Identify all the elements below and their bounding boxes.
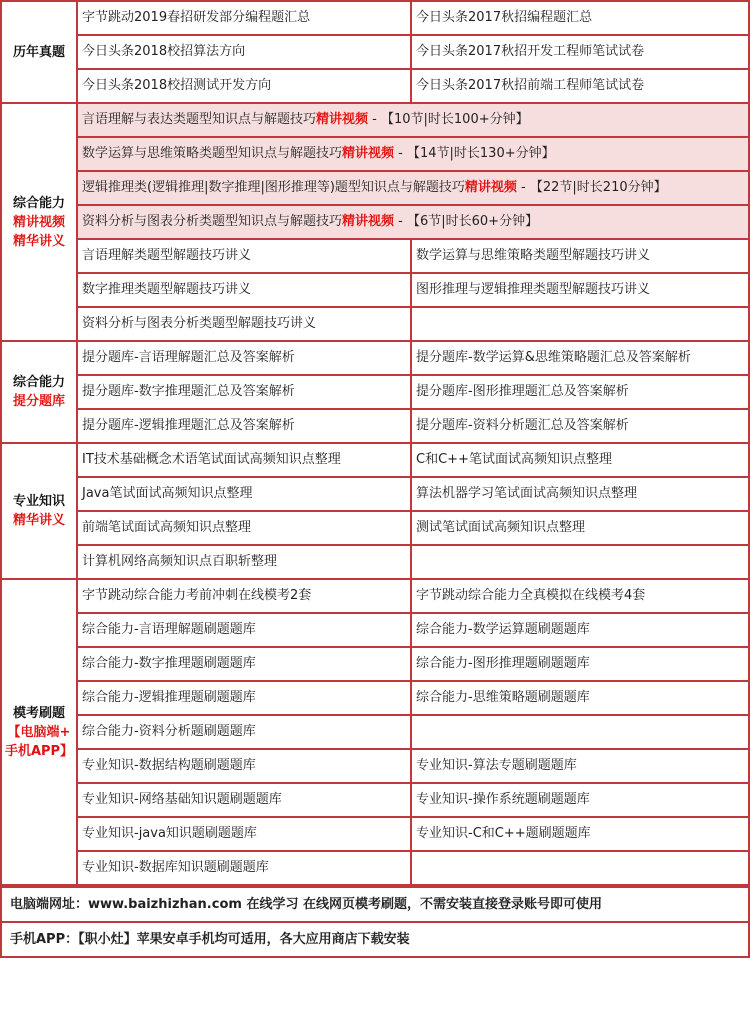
course-link[interactable]: 提分题库-数学运算&思维策略题汇总及答案解析 bbox=[411, 341, 749, 375]
course-link[interactable]: 综合能力-数字推理题刷题题库 bbox=[77, 647, 411, 681]
course-link[interactable]: 专业知识-网络基础知识题刷题题库 bbox=[77, 783, 411, 817]
course-link[interactable]: 综合能力-逻辑推理题刷题题库 bbox=[77, 681, 411, 715]
table-row bbox=[1, 545, 749, 579]
category-label: 专业知识 bbox=[12, 494, 65, 509]
course-link[interactable]: 综合能力-资料分析题刷题题库 bbox=[77, 715, 411, 749]
video-duration-info: - 【14节|时长130+分钟】 bbox=[394, 146, 555, 161]
table-row bbox=[1, 341, 749, 375]
course-link[interactable]: 今日头条2018校招算法方向 bbox=[77, 35, 411, 69]
category-label: 综合能力 bbox=[12, 375, 65, 390]
course-link[interactable]: 提分题库-图形推理题汇总及答案解析 bbox=[411, 375, 749, 409]
course-link[interactable]: 今日头条2017秋招前端工程师笔试试卷 bbox=[411, 69, 749, 103]
video-highlight-label: 精讲视频 bbox=[464, 180, 517, 195]
category-label: 历年真题 bbox=[12, 44, 65, 60]
course-link[interactable]: Java笔试面试高频知识点整理 bbox=[77, 477, 411, 511]
table-row bbox=[1, 1, 749, 35]
table-row bbox=[1, 511, 749, 545]
course-link[interactable]: 综合能力-思维策略题刷题题库 bbox=[411, 681, 749, 715]
course-link[interactable]: 提分题库-言语理解题汇总及答案解析 bbox=[77, 341, 411, 375]
course-link[interactable]: IT技术基础概念术语笔试面试高频知识点整理 bbox=[77, 443, 411, 477]
video-highlight-label: 精讲视频 bbox=[342, 146, 395, 161]
video-course-title: 逻辑推理类(逻辑推理|数字推理|图形推理等)题型知识点与解题技巧 bbox=[82, 180, 465, 195]
category-label: 模考刷题 bbox=[12, 705, 65, 721]
table-row bbox=[1, 375, 749, 409]
section-category bbox=[1, 341, 77, 443]
table-row bbox=[1, 783, 749, 817]
course-link[interactable]: C和C++笔试面试高频知识点整理 bbox=[411, 443, 749, 477]
video-course-link[interactable] bbox=[77, 205, 749, 239]
course-link[interactable]: 今日头条2018校招测试开发方向 bbox=[77, 69, 411, 103]
course-link[interactable]: 提分题库-逻辑推理题汇总及答案解析 bbox=[77, 409, 411, 443]
video-course-title: 数学运算与思维策略类题型知识点与解题技巧 bbox=[82, 146, 343, 161]
course-link[interactable]: 专业知识-操作系统题刷题题库 bbox=[411, 783, 749, 817]
course-link[interactable]: 数字推理类题型解题技巧讲义 bbox=[77, 273, 411, 307]
course-link bbox=[411, 545, 749, 579]
table-row bbox=[1, 579, 749, 613]
course-link[interactable]: 测试笔试面试高频知识点整理 bbox=[411, 511, 749, 545]
video-row bbox=[1, 103, 749, 137]
pc-label: 电脑端网址： bbox=[10, 896, 89, 912]
course-link[interactable]: 专业知识-C和C++题刷题题库 bbox=[411, 817, 749, 851]
video-course-link[interactable] bbox=[77, 103, 749, 137]
category-label: 综合能力 bbox=[12, 195, 65, 211]
table-row bbox=[1, 69, 749, 103]
course-link[interactable]: 专业知识-算法专题刷题题库 bbox=[411, 749, 749, 783]
pc-url-link[interactable]: www.baizhizhan.com bbox=[88, 896, 242, 912]
video-course-title: 资料分析与图表分析类题型知识点与解题技巧 bbox=[82, 214, 343, 229]
table-row bbox=[1, 35, 749, 69]
course-link[interactable]: 专业知识-数据库知识题刷题题库 bbox=[77, 851, 411, 885]
course-link[interactable]: 专业知识-数据结构题刷题题库 bbox=[77, 749, 411, 783]
course-link[interactable]: 算法机器学习笔试面试高频知识点整理 bbox=[411, 477, 749, 511]
course-link[interactable]: 字节跳动2019春招研发部分编程题汇总 bbox=[77, 1, 411, 35]
video-course-link[interactable] bbox=[77, 137, 749, 171]
section-category bbox=[1, 443, 77, 579]
footer-app-cell: 手机APP：【职小灶】苹果安卓手机均可适用，各大应用商店下载安装 bbox=[1, 922, 749, 957]
section-category bbox=[1, 1, 77, 103]
section-category bbox=[1, 579, 77, 885]
category-label: 精华讲义 bbox=[12, 233, 65, 249]
course-link[interactable]: 计算机网络高频知识点百职斩整理 bbox=[77, 545, 411, 579]
course-link[interactable]: 图形推理与逻辑推理类题型解题技巧讲义 bbox=[411, 273, 749, 307]
table-row bbox=[1, 647, 749, 681]
footer-pc-row bbox=[1, 887, 749, 922]
video-highlight-label: 精讲视频 bbox=[316, 112, 369, 127]
video-row bbox=[1, 205, 749, 239]
course-link[interactable]: 综合能力-言语理解题刷题题库 bbox=[77, 613, 411, 647]
table-row bbox=[1, 477, 749, 511]
video-duration-info: - 【22节|时长210分钟】 bbox=[516, 180, 667, 195]
course-link[interactable]: 提分题库-数字推理题汇总及答案解析 bbox=[77, 375, 411, 409]
section-category bbox=[1, 103, 77, 341]
category-label: 【电脑端+ bbox=[7, 724, 71, 740]
table-row bbox=[1, 239, 749, 273]
table-row bbox=[1, 409, 749, 443]
table-row bbox=[1, 715, 749, 749]
video-row bbox=[1, 137, 749, 171]
video-row bbox=[1, 171, 749, 205]
footer-pc-cell bbox=[1, 887, 749, 922]
course-link bbox=[411, 715, 749, 749]
course-link bbox=[411, 307, 749, 341]
course-link[interactable]: 今日头条2017秋招编程题汇总 bbox=[411, 1, 749, 35]
course-link[interactable]: 今日头条2017秋招开发工程师笔试试卷 bbox=[411, 35, 749, 69]
course-link[interactable]: 言语理解类题型解题技巧讲义 bbox=[77, 239, 411, 273]
table-row bbox=[1, 307, 749, 341]
course-link[interactable]: 数学运算与思维策略类题型解题技巧讲义 bbox=[411, 239, 749, 273]
course-link[interactable]: 综合能力-图形推理题刷题题库 bbox=[411, 647, 749, 681]
table-row bbox=[1, 749, 749, 783]
footer-app-row bbox=[1, 922, 749, 957]
footer-table bbox=[0, 886, 750, 958]
course-link[interactable]: 字节跳动综合能力全真模拟在线模考4套 bbox=[411, 579, 749, 613]
video-duration-info: - 【10节|时长100+分钟】 bbox=[368, 112, 529, 127]
category-label: 手机APP】 bbox=[4, 743, 74, 759]
table-row bbox=[1, 817, 749, 851]
course-link[interactable]: 字节跳动综合能力考前冲刺在线模考2套 bbox=[77, 579, 411, 613]
course-link[interactable]: 前端笔试面试高频知识点整理 bbox=[77, 511, 411, 545]
course-link bbox=[411, 851, 749, 885]
table-row bbox=[1, 443, 749, 477]
category-label: 精华讲义 bbox=[12, 513, 65, 528]
category-label: 精讲视频 bbox=[12, 214, 65, 230]
table-row bbox=[1, 273, 749, 307]
pc-description: 在线学习 在线网页模考刷题，不需安装直接登录账号即可使用 bbox=[241, 896, 602, 912]
video-course-title: 言语理解与表达类题型知识点与解题技巧 bbox=[82, 112, 317, 127]
video-duration-info: - 【6节|时长60+分钟】 bbox=[394, 214, 539, 229]
video-highlight-label: 精讲视频 bbox=[342, 214, 395, 229]
category-label: 提分题库 bbox=[12, 394, 65, 409]
table-row bbox=[1, 613, 749, 647]
course-link[interactable]: 资料分析与图表分析类题型解题技巧讲义 bbox=[77, 307, 411, 341]
table-row bbox=[1, 851, 749, 885]
course-link[interactable]: 综合能力-数学运算题刷题题库 bbox=[411, 613, 749, 647]
video-course-link[interactable] bbox=[77, 171, 749, 205]
course-link[interactable]: 提分题库-资料分析题汇总及答案解析 bbox=[411, 409, 749, 443]
course-link[interactable]: 专业知识-java知识题刷题题库 bbox=[77, 817, 411, 851]
table-row bbox=[1, 681, 749, 715]
